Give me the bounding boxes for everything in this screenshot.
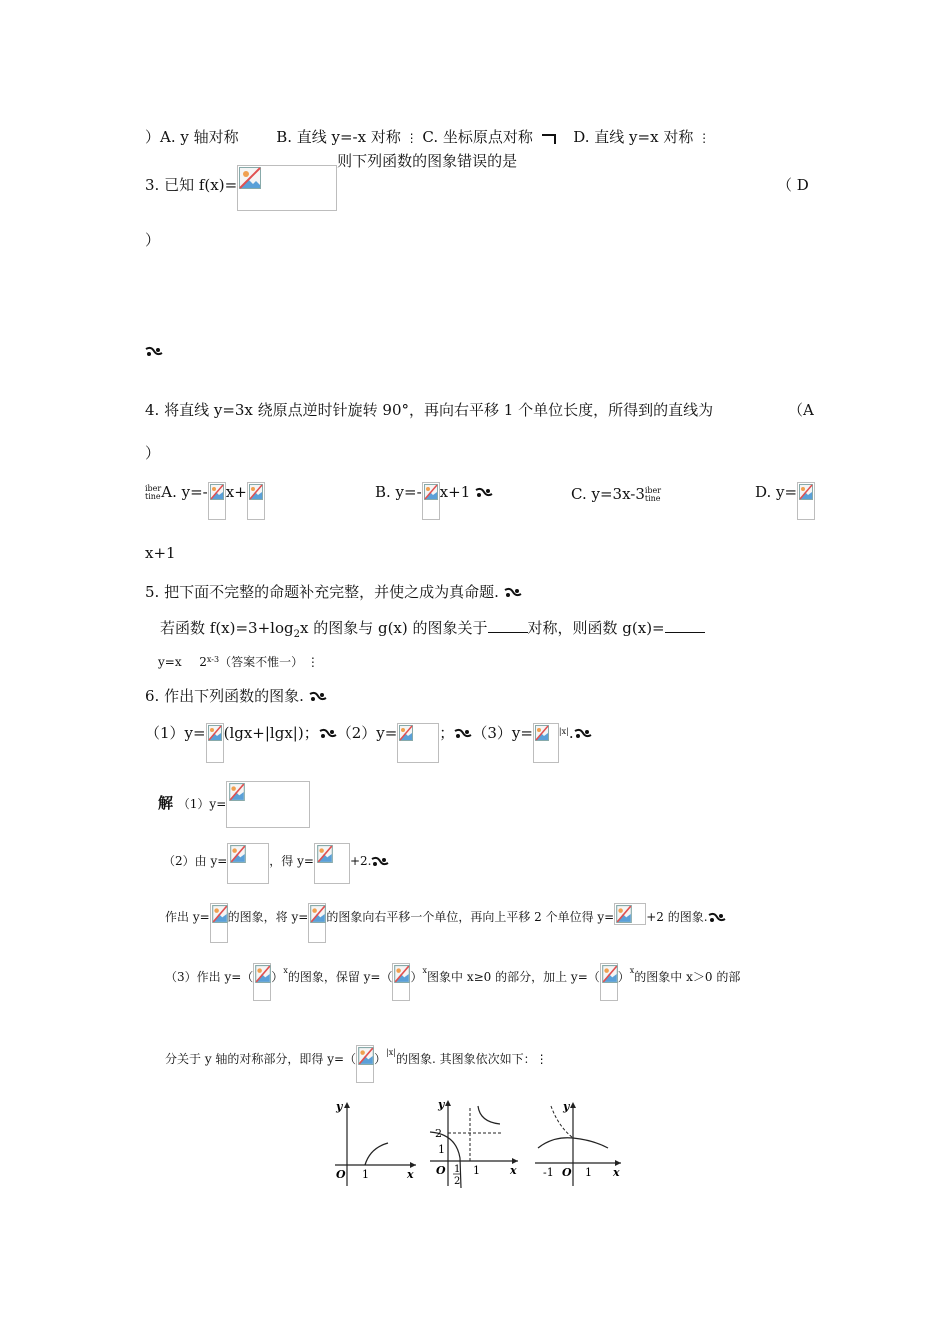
q5-body-c: 对称，则函数 g(x)=	[527, 619, 665, 637]
option-c-text: C. 坐标原点对称	[422, 128, 533, 146]
q4-option-d-cont: x+1	[145, 544, 176, 562]
q6-parts	[145, 723, 592, 765]
q4-text: 4. 将直线 y=3x 绕原点逆时针旋转 90°，再向右平移 1 个单位长度，所得到的直线为	[145, 401, 714, 419]
svg-text:1: 1	[454, 1164, 461, 1175]
svg-text:y: y	[563, 1100, 570, 1113]
svg-text:y: y	[438, 1098, 445, 1111]
q6-part3-end: .	[568, 724, 574, 742]
broken-image-icon	[210, 903, 228, 943]
svg-text:y: y	[336, 1100, 343, 1113]
broken-image-icon	[253, 963, 271, 1001]
solution-3-c: 的图象，保留 y=（	[287, 970, 393, 984]
q4-close: ）	[145, 444, 161, 462]
broken-image-icon	[397, 723, 439, 763]
broken-image-icon	[392, 963, 410, 1001]
anchor-icon	[309, 691, 327, 703]
option-d-text: D. 直线 y=x 对称	[573, 128, 694, 146]
anchor-icon	[504, 587, 522, 599]
svg-text:2: 2	[454, 1176, 461, 1187]
svg-text:-1: -1	[543, 1166, 554, 1179]
solution-2b	[165, 903, 726, 945]
anchor-mark: ⋮	[405, 131, 418, 145]
option-b-text: B. 直线 y=-x 对称	[276, 128, 401, 146]
q6-title	[145, 686, 327, 706]
broken-image-icon	[247, 482, 265, 520]
svg-text:1: 1	[438, 1143, 445, 1156]
solution-3b-b: 的图象. 其图象依次如下：	[395, 1052, 536, 1066]
anchor-mark: ⋮	[306, 655, 319, 669]
solution-3	[165, 963, 740, 1005]
q5-blank-1	[488, 618, 528, 633]
q5-answer-a: y=x	[158, 655, 182, 669]
broken-image-icon	[308, 903, 326, 943]
anchor-icon	[708, 912, 726, 924]
solution-2-c: +2.	[349, 854, 372, 868]
solution-3b	[165, 1045, 548, 1085]
solution-2b-d: +2 的图象.	[646, 910, 708, 924]
q6-part3-label: （3）	[472, 724, 512, 742]
broken-image-icon	[533, 723, 559, 763]
solution-3b-a: 分关于 y 轴的对称部分，即得 y=（	[165, 1052, 357, 1066]
option-a-text: ）A. y 轴对称	[145, 128, 239, 146]
solution-3-d: 图象中 x≥0 的部分，加上 y=（	[427, 970, 600, 984]
graph-1	[330, 1098, 420, 1190]
solution-2b-a: 作出 y=	[165, 910, 210, 924]
svg-text:1: 1	[362, 1168, 369, 1181]
q6-part2-y: y=	[376, 724, 398, 742]
svg-text:O: O	[336, 1168, 346, 1181]
q5-answer-c: （答案不惟一）	[219, 655, 304, 669]
solution-3-sup: x	[283, 966, 288, 975]
question-3	[145, 152, 518, 209]
q4-answer: （A	[788, 401, 814, 419]
anchor-icon	[145, 341, 163, 361]
anchor-icon	[475, 487, 493, 499]
q4-option-b	[375, 482, 493, 522]
q3-text-b: 则下列函数的图象错误的是	[337, 152, 518, 170]
q5-blank-2	[665, 618, 705, 633]
broken-image-icon	[226, 781, 310, 828]
solution-2-a: （2）由 y=	[163, 854, 228, 868]
svg-text:x: x	[613, 1166, 620, 1179]
q5-body	[160, 618, 705, 645]
broken-image-icon	[227, 843, 269, 884]
solution-2-b: ，得 y=	[269, 854, 314, 868]
anchor-icon	[371, 856, 389, 868]
q6-part1-y: y=	[184, 724, 206, 742]
solution-2b-c: 的图象向右平移一个单位，再向上平移 2 个单位得 y=	[326, 910, 615, 924]
solution-3-a: （3）作出 y=（	[165, 970, 254, 984]
broken-image-icon	[237, 165, 337, 211]
q5-answer	[158, 652, 319, 674]
q4-option-b-prefix: B. y=-	[375, 483, 422, 501]
q3-close: ）	[145, 231, 161, 249]
q5-title-text: 5. 把下面不完整的命题补充完整，并使之成为真命题.	[145, 583, 499, 601]
solution-3-e: 的图象中 x＞0 的部	[634, 970, 741, 984]
svg-text:x: x	[510, 1164, 517, 1177]
graph-2	[428, 1096, 523, 1190]
anchor-icon	[574, 728, 592, 740]
svg-text:2: 2	[435, 1127, 442, 1140]
q4-option-c-text: C. y=3x-3	[571, 485, 645, 503]
q5-body-b: x 的图象与 g(x) 的图象关于	[299, 619, 488, 637]
q4-option-a-prefix: A. y=-	[161, 483, 208, 501]
options-line-q2	[145, 127, 710, 148]
solution-3b-paren: ）	[374, 1052, 387, 1066]
q6-part3-sup: |x|	[558, 727, 569, 736]
corner-mark	[542, 134, 556, 144]
q4-option-d	[755, 482, 815, 522]
solution-3-b: ）	[271, 970, 284, 984]
svg-text:x: x	[407, 1168, 414, 1181]
q4-options	[145, 482, 265, 522]
q3-answer: （ D	[777, 176, 809, 194]
marker: iber tine	[644, 486, 662, 503]
broken-image-icon	[614, 903, 646, 925]
q6-part2-end: ；	[439, 724, 455, 742]
q3-text-a: 3. 已知 f(x)=	[145, 176, 238, 194]
solution-1	[158, 781, 310, 829]
solution-3-b2: ）	[410, 970, 423, 984]
q6-part1-label: （1）	[145, 724, 185, 742]
anchor-mark: ⋮	[698, 131, 711, 145]
broken-image-icon	[797, 482, 815, 520]
q6-part1-expr: (lgx+|lgx|)；	[223, 724, 319, 742]
anchor-icon	[454, 728, 472, 740]
broken-image-icon	[208, 482, 226, 520]
q5-body-a: 若函数 f(x)=3+log	[160, 619, 294, 637]
svg-text:1: 1	[585, 1166, 592, 1179]
broken-image-icon	[314, 843, 350, 884]
anchor-icon	[319, 728, 337, 740]
broken-image-icon	[206, 723, 224, 763]
solution-2b-b: 的图象，将 y=	[227, 910, 309, 924]
broken-image-icon	[600, 963, 618, 1001]
solution-2	[163, 843, 389, 885]
solution-3-sup2: x	[422, 966, 428, 975]
q4-option-b-suffix: x+1	[439, 483, 471, 501]
solution-3b-sup: |x|	[386, 1048, 396, 1057]
q6-part3-y: y=	[511, 724, 533, 742]
graph-3	[533, 1098, 625, 1190]
solution-3-sup3: x	[629, 966, 635, 975]
solution-3-b3: ）	[617, 970, 630, 984]
svg-text:O: O	[562, 1166, 572, 1179]
solution-1-text: （1）y=	[177, 797, 227, 811]
svg-text:O: O	[436, 1164, 446, 1177]
solution-label: 解	[158, 794, 174, 812]
broken-image-icon	[356, 1045, 374, 1083]
q4-option-a-mid: x+	[225, 483, 247, 501]
q5-answer-sup: x-3	[206, 655, 220, 664]
broken-image-icon	[422, 482, 440, 520]
q4-option-c	[571, 484, 661, 504]
anchor-mark: ⋮	[535, 1052, 548, 1066]
q5-title	[145, 582, 522, 602]
q6-part2-label: （2）	[336, 724, 377, 742]
q4-option-d-prefix: D. y=	[755, 483, 798, 501]
marker: iber tine	[145, 484, 162, 501]
q5-body-sub: 2	[293, 629, 300, 640]
svg-text:1: 1	[473, 1164, 480, 1177]
q6-title-text: 6. 作出下列函数的图象.	[145, 687, 304, 705]
q5-answer-b: 2	[199, 655, 207, 669]
